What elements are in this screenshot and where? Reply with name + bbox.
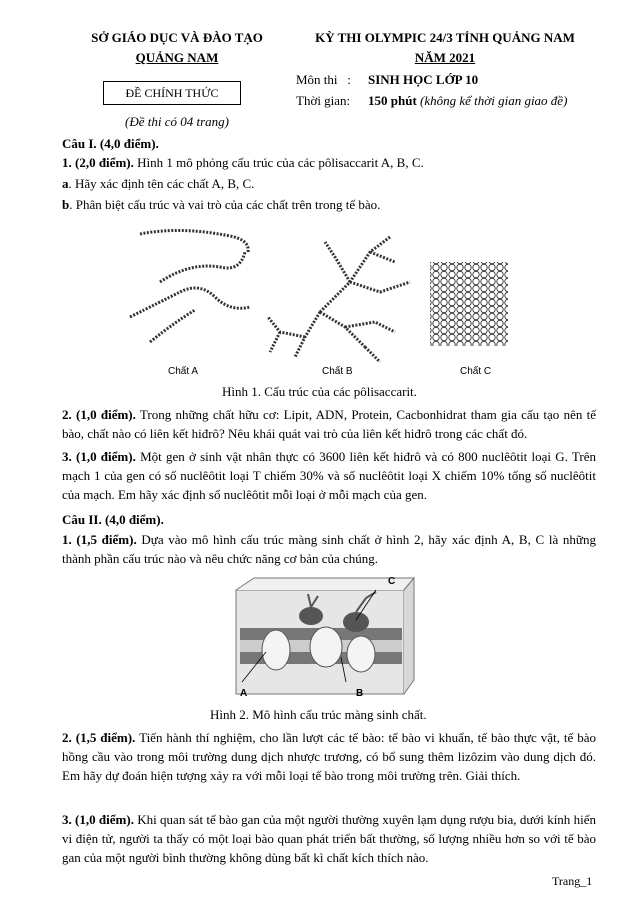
figure-2-caption: Hình 2. Mô hình cấu trúc màng sinh chất. [210,707,427,722]
sec1-q3-marker: 3. (1,0 điểm). [62,449,136,464]
figure-1-caption: Hình 1. Cấu trúc của các pôlisaccarit. [222,384,417,399]
department-name: SỞ GIÁO DỤC VÀ ĐÀO TẠO [91,30,263,45]
subject-value: SINH HỌC LỚP 10 [368,72,479,87]
official-box: ĐỀ CHÍNH THỨC [103,81,241,105]
sec2-q2 [62,728,596,785]
sec1-qa [62,174,596,193]
time-value: 150 phút [368,93,417,108]
sec1-qb-text: . Phân biệt cấu trúc và vai trò của các chất trên trong tế bào. [69,197,381,212]
exam-year: NĂM 2021 [414,50,476,65]
sec2-q1 [62,530,596,568]
sec1-qa-text: . Hãy xác định tên các chất A, B, C. [68,176,255,191]
section-2-title: Câu II. (4,0 điểm). [62,512,164,527]
fig1-label-a: Chất A [168,366,199,377]
sec1-q3-text: Một gen ở sinh vật nhân thực có 3600 liên kết hiđrô và có 800 nuclêôtit loại G. Trên mạch 1 của gen có số nuclêôtit loại T chiếm 30% và số nuclêôtit loại X chiếm 10% tổng số nuclêôtit của mạch. Em hãy xác định số nuclêôtit mỗi loại ở mỗi mạch của gen. [62,449,596,502]
sec1-q2-text: Trong những chất hữu cơ: Lipit, ADN, Protein, Cacbonhidrat tham gia cấu tạo nên tế bào, chất nào có liên kết hiđrô? Nêu khái quát vai trò của liên kết hiđrô trong các chất đó. [62,407,596,441]
fig2-label-b: B [356,688,364,699]
sec2-q1-text: Dựa vào mô hình cấu trúc màng sinh chất ở hình 2, hãy xác định A, B, C là những thành phần cấu trúc nào và nêu chức năng cơ bản của chúng. [62,532,596,566]
sec1-qb [62,195,596,214]
time-note: (không kể thời gian giao đề) [420,93,568,108]
sec2-q2-marker: 2. (1,5 điểm). [62,730,136,745]
substance-a-structure [130,230,250,342]
pages-note: (Đề thi có 04 trang) [125,114,229,129]
sec1-q2 [62,405,596,443]
sec2-q3 [62,810,596,867]
sec1-q3 [62,447,596,504]
time-value-line [368,93,567,109]
sec1-q1-text: Hình 1 mô phỏng cấu trúc của các pôlisaccarit A, B, C. [133,155,424,170]
subject-label: Môn thi : [296,72,351,87]
substance-b-structure [268,237,410,362]
exam-title: KỲ THI OLYMPIC 24/3 TỈNH QUẢNG NAM [315,30,575,45]
sec2-q2-text: Tiến hành thí nghiệm, cho lần lượt các tế bào: tế bào vi khuẩn, tế bào thực vật, tế bào hồng cầu vào trong môi trường dung dịch nhược trương, có bổ sung thêm lizôzim vào dung dịch đó. Em hãy dự đoán hiện tượng xảy ra với mỗi loại tế bào trong môi trường trên. Giải thích. [62,730,596,783]
sec2-q3-marker: 3. (1,0 điểm). [62,812,134,827]
sec1-qa-marker: a [62,176,69,191]
section-1-title: Câu I. (4,0 điểm). [62,136,159,151]
time-label: Thời gian: [296,93,351,108]
fig2-label-a: A [240,688,248,699]
sec1-qb-marker: b [62,197,70,212]
sec2-q1-marker: 1. (1,5 điểm). [62,532,137,547]
substance-c-structure [430,262,508,346]
sec1-q1 [62,153,596,172]
sec1-q1-marker: 1. (2,0 điểm). [62,155,134,170]
fig1-label-b: Chất B [322,366,353,377]
sec1-q2-marker: 2. (1,0 điểm). [62,407,136,422]
page-number: Trang_1 [552,874,593,888]
polysaccharide-figure [120,222,520,372]
fig1-label-c: Chất C [460,366,492,377]
fig2-label-c: C [388,576,396,587]
membrane-figure [226,572,416,704]
sec2-q3-text: Khi quan sát tế bào gan của một người thường xuyên lạm dụng rượu bia, dưới kính hiển vi điện tử, người ta thấy có một loại bào quan phát triển bất thường, số lượng nhiều hơn so với tế bào gan của một người bình thường không dùng bất kì chất kích thích nào. [62,812,596,865]
province-name: QUẢNG NAM [135,50,219,65]
